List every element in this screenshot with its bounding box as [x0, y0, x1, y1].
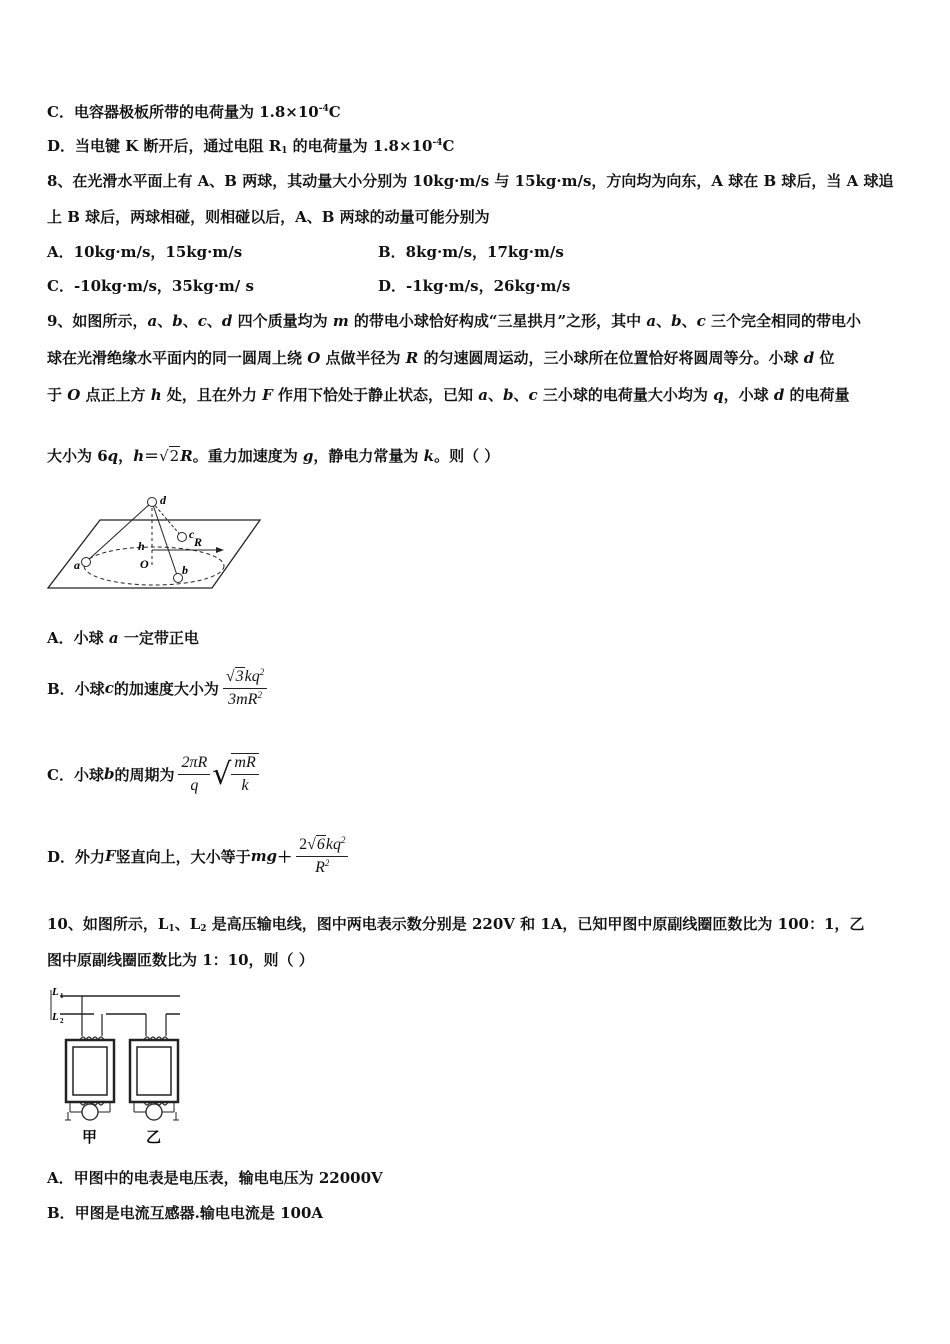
q10-stem-line2: 图中原副线圈匝数比为 1：10，则（ ）	[47, 951, 314, 969]
q9-stem-line3: 于 O 点正上方 h 处，且在外力 F 作用下恰处于静止状态，已知 a、b、c 三小球的电荷量大小均为 q，小球 d 的电荷量	[47, 386, 850, 404]
q8-option-c: C．-10kg·m/s，35kg·m/ s	[47, 277, 254, 295]
svg-text:L: L	[52, 986, 59, 998]
q9-option-d: D．外力 F 竖直向上，大小等于 mg ＋ $\frac{2√6kq^2}{R^2}$	[47, 830, 348, 882]
transformer-figure	[46, 982, 186, 1152]
sqrt-symbol: √	[159, 447, 169, 465]
q8-option-a: A．10kg·m/s，15kg·m/s	[47, 243, 243, 261]
q9-stem-line4: 大小为 6q，h＝√2R。重力加速度为 g，静电力常量为 k。则（ ）	[47, 447, 500, 465]
q9-stem-line1: 9、如图所示，a、b、c、d 四个质量均为 m 的带电小球恰好构成“三星拱月”之形，其中 a、b、c 三个完全相同的带电小	[47, 312, 862, 330]
radicand-fraction: $\frac{mR}{k}$	[231, 753, 258, 795]
svg-text:L: L	[52, 1011, 59, 1023]
three-stars-figure	[44, 490, 264, 590]
q9-option-c: C．小球 b 的周期为 $\frac{2\pi R}{q}$ √ $\frac{mR}{k}$	[47, 748, 259, 800]
svg-text:甲: 甲	[82, 1128, 98, 1146]
q10-stem-line1: 10、如图所示，$L_1$、$L_2$ 是高压输电线，图中两电表示数分别是 220V 和 1A，已知甲图中原副线圈匝数比为 100：1，乙	[47, 915, 865, 934]
acceleration-fraction: $\frac{√3kq^2}{3mR^2}$	[223, 668, 267, 709]
q9-option-b: B．小球 c 的加速度大小为 $\frac{√3kq^2}{3mR^2}$	[47, 664, 267, 712]
svg-text:a: a	[74, 558, 80, 572]
force-fraction: $\frac{2√6kq^2}{R^2}$	[296, 836, 348, 877]
q7-option-d: D．当电键 K 断开后，通过电阻 $R_1$ 的电荷量为 $1.8\times 10^{-4}C$	[47, 137, 455, 156]
q8-option-b: B．8kg·m/s，17kg·m/s	[378, 243, 564, 261]
q7-option-c: C．电容器极板所带的电荷量为 $1.8\times 10^{-4}C$	[47, 103, 341, 121]
svg-text:c: c	[189, 527, 195, 541]
svg-text:R: R	[194, 535, 203, 549]
svg-text:1: 1	[60, 992, 64, 1000]
svg-text:h: h	[138, 539, 145, 553]
q9-option-a: A．小球 a 一定带正电	[47, 629, 199, 647]
svg-text:乙: 乙	[146, 1128, 162, 1146]
q8-option-d: D．-1kg·m/s，26kg·m/s	[378, 277, 571, 295]
svg-text:O: O	[140, 557, 149, 571]
q9-stem-line2: 球在光滑绝缘水平面内的同一圆周上绕 O 点做半径为 R 的匀速圆周运动，三小球所在位置恰好将圆周等分。小球 d 位	[47, 349, 835, 367]
svg-text:2: 2	[60, 1017, 64, 1025]
q10-option-b: B．甲图是电流互感器.输电电流是 100A	[47, 1204, 324, 1222]
q10-option-a: A．甲图中的电表是电压表，输电电压为 22000V	[47, 1169, 383, 1187]
q8-stem-line2: 上 B 球后，两球相碰，则相碰以后，A、B 两球的动量可能分别为	[47, 208, 490, 226]
svg-text:d: d	[160, 493, 166, 507]
q8-stem-line1: 8、在光滑水平面上有 A、B 两球，其动量大小分别为 10kg·m/s 与 15kg·m/s，方向均为向东，A 球在 B 球后，当 A 球追	[47, 172, 894, 190]
period-fraction: $\frac{2\pi R}{q}$	[178, 754, 210, 795]
radical-symbol: √	[212, 756, 232, 792]
svg-text:b: b	[182, 563, 188, 577]
